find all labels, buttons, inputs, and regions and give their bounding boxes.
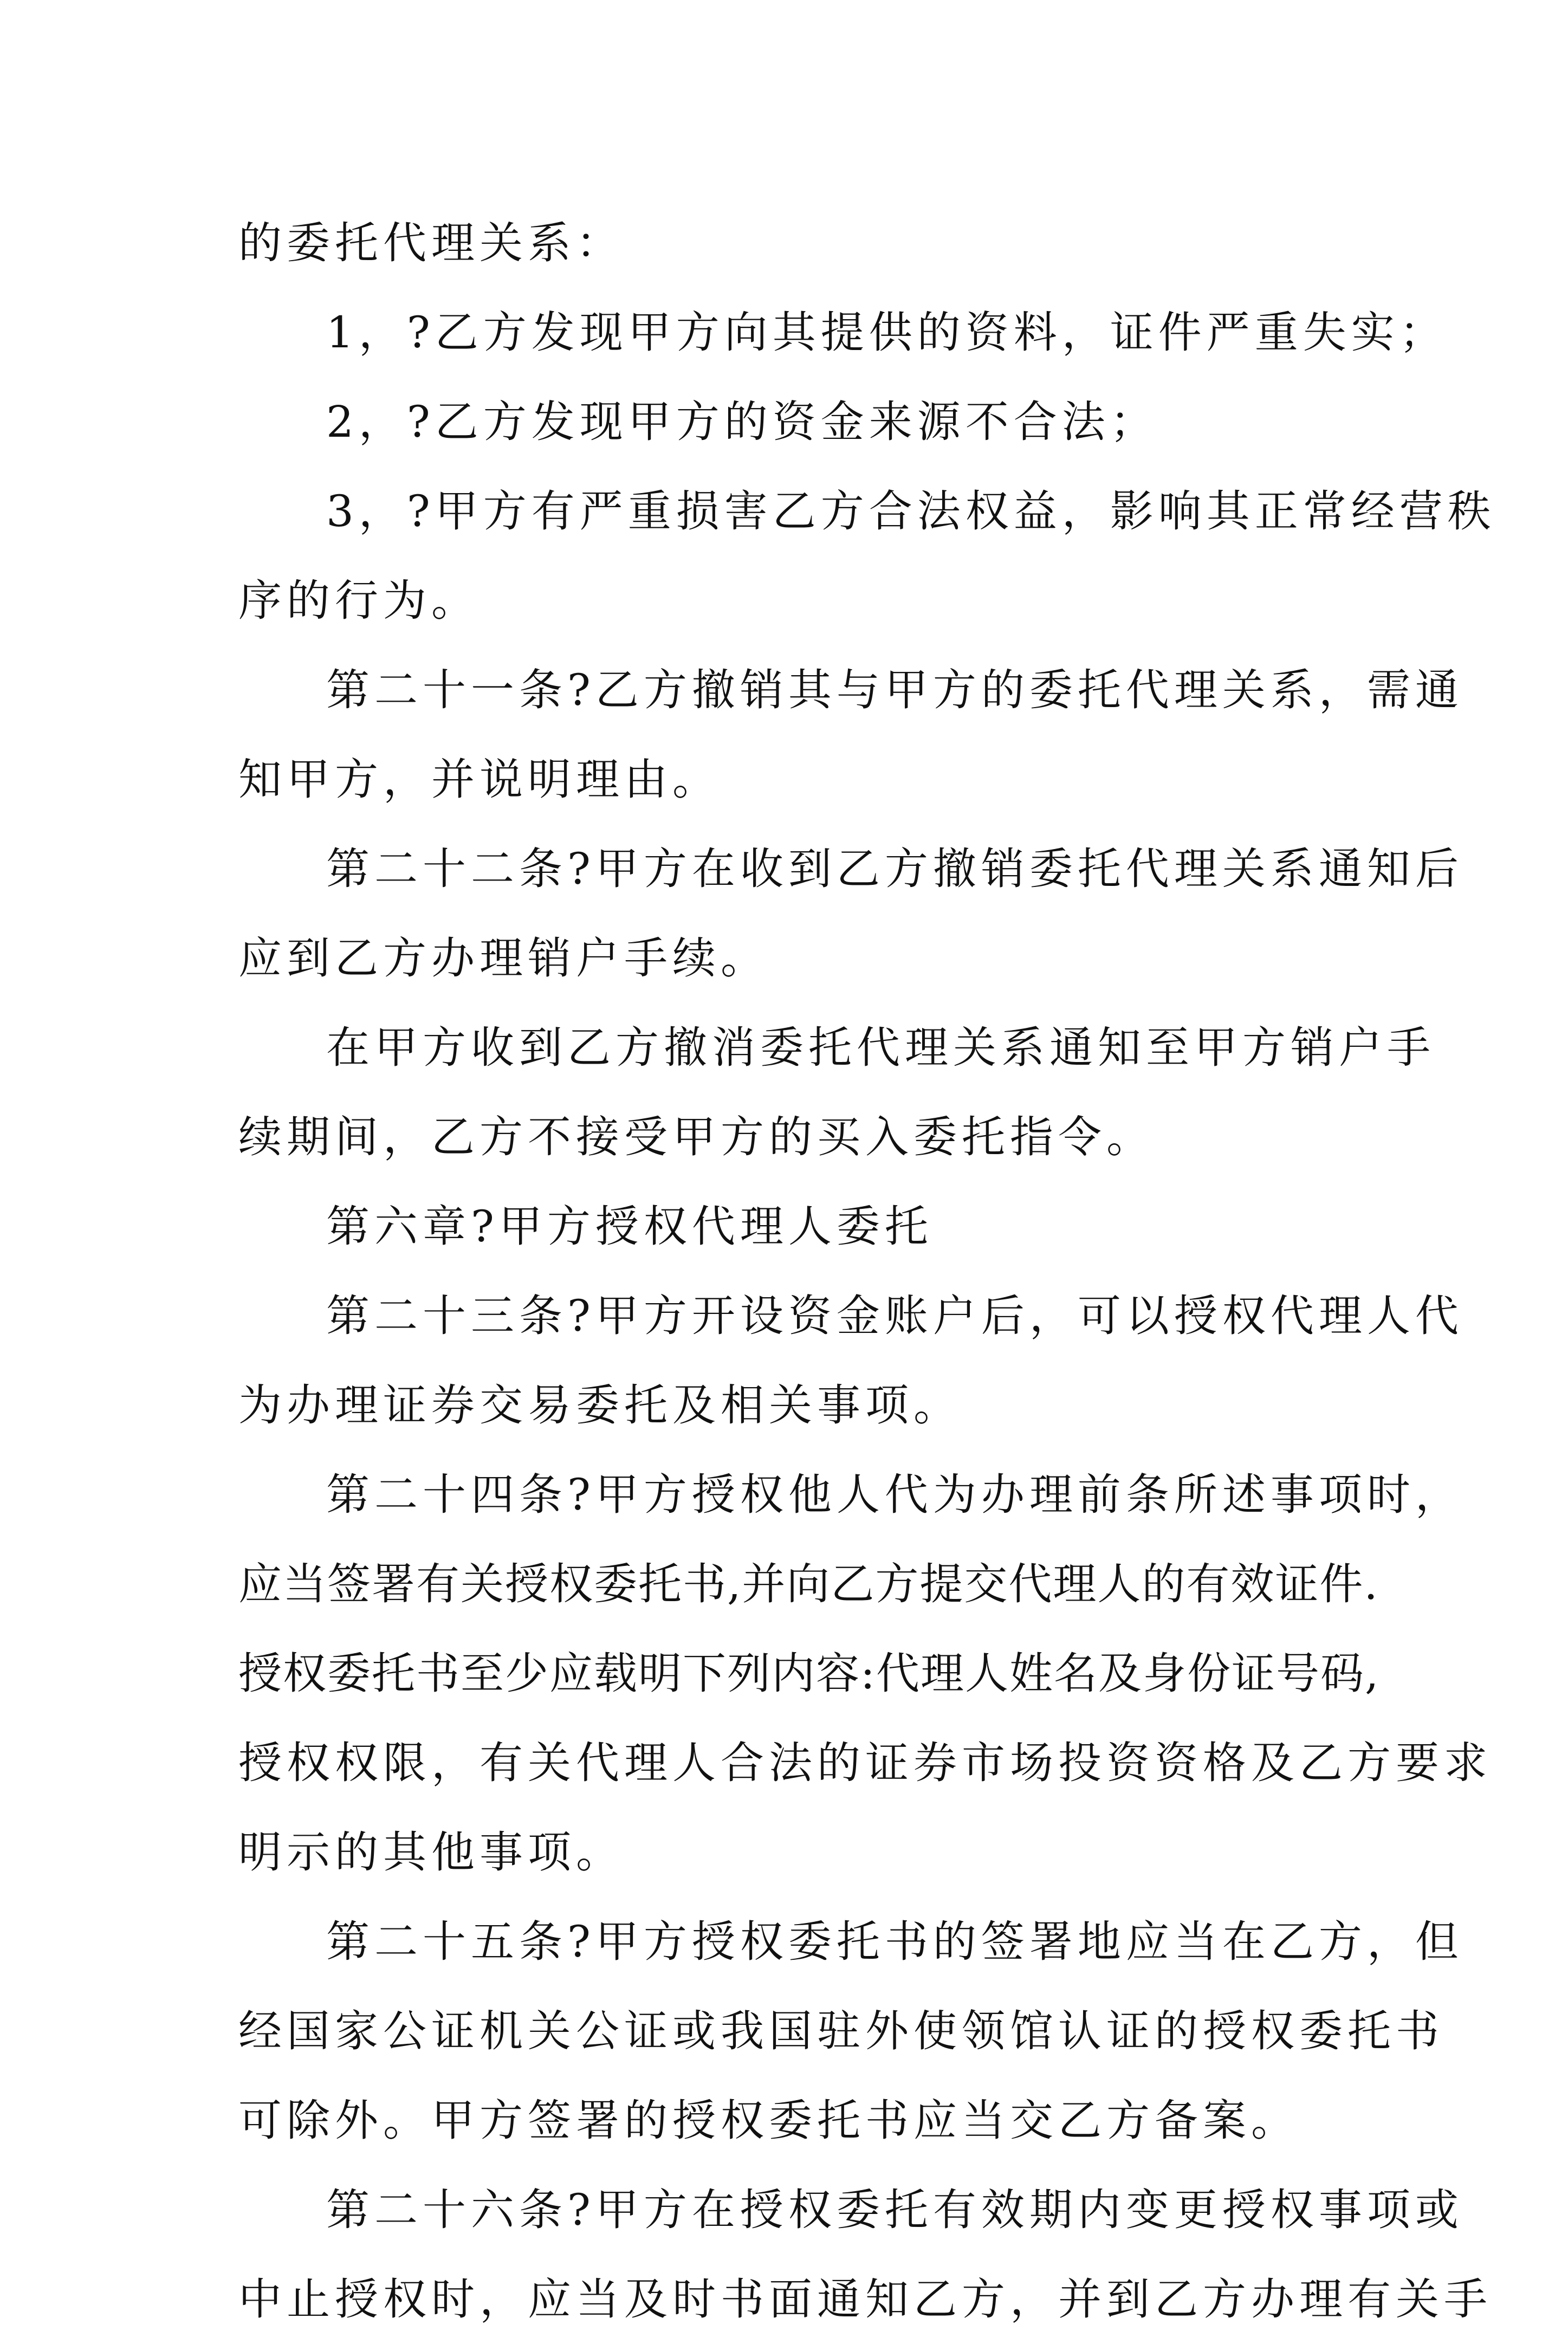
text-line: 应当签署有关授权委托书,并向乙方提交代理人的有效证件. xyxy=(238,1559,1379,1609)
document-body xyxy=(238,198,1496,2344)
text-line: 第二十三条?甲方开设资金账户后，可以授权代理人代 xyxy=(326,1291,1463,1341)
text-line: 1，?乙方发现甲方向其提供的资料，证件严重失实； xyxy=(326,307,1448,358)
text-line: 2，?乙方发现甲方的资金来源不合法； xyxy=(326,397,1158,447)
text-line: 第二十一条?乙方撤销其与甲方的委托代理关系，需通 xyxy=(326,665,1463,715)
text-line: 第二十五条?甲方授权委托书的签署地应当在乙方，但 xyxy=(326,1916,1463,1967)
text-line: 授权委托书至少应载明下列内容:代理人姓名及身份证号码, xyxy=(238,1648,1380,1699)
text-line: 第二十四条?甲方授权他人代为办理前条所述事项时， xyxy=(326,1469,1463,1520)
text-line: 经国家公证机关公证或我国驻外使领馆认证的授权委托书 xyxy=(238,2006,1444,2056)
text-line: 序的行为。 xyxy=(238,575,480,626)
text-line: 知甲方，并说明理由。 xyxy=(238,754,721,805)
text-line: 可除外。甲方签署的授权委托书应当交乙方备案。 xyxy=(238,2095,1299,2146)
text-line: 第二十二条?甲方在收到乙方撤销委托代理关系通知后 xyxy=(326,844,1463,894)
text-line: 3，?甲方有严重损害乙方合法权益，影响其正常经营秩 xyxy=(326,486,1496,536)
text-line: 明示的其他事项。 xyxy=(238,1827,624,1877)
text-line: 在甲方收到乙方撤消委托代理关系通知至甲方销户手 xyxy=(326,1022,1435,1073)
text-line: 为办理证券交易委托及相关事项。 xyxy=(238,1380,962,1430)
text-line: 应到乙方办理销户手续。 xyxy=(238,933,769,983)
text-line: 第二十六条?甲方在授权委托有效期内变更授权事项或 xyxy=(326,2185,1463,2235)
text-line: 的委托代理关系： xyxy=(238,218,624,268)
text-line: 中止授权时，应当及时书面通知乙方，并到乙方办理有关手 xyxy=(238,2274,1492,2324)
text-line: 续期间，乙方不接受甲方的买入委托指令。 xyxy=(238,1112,1155,1162)
chapter-heading: 第六章?甲方授权代理人委托 xyxy=(326,1201,933,1252)
text-line: 授权权限，有关代理人合法的证券市场投资资格及乙方要求 xyxy=(238,1738,1492,1788)
